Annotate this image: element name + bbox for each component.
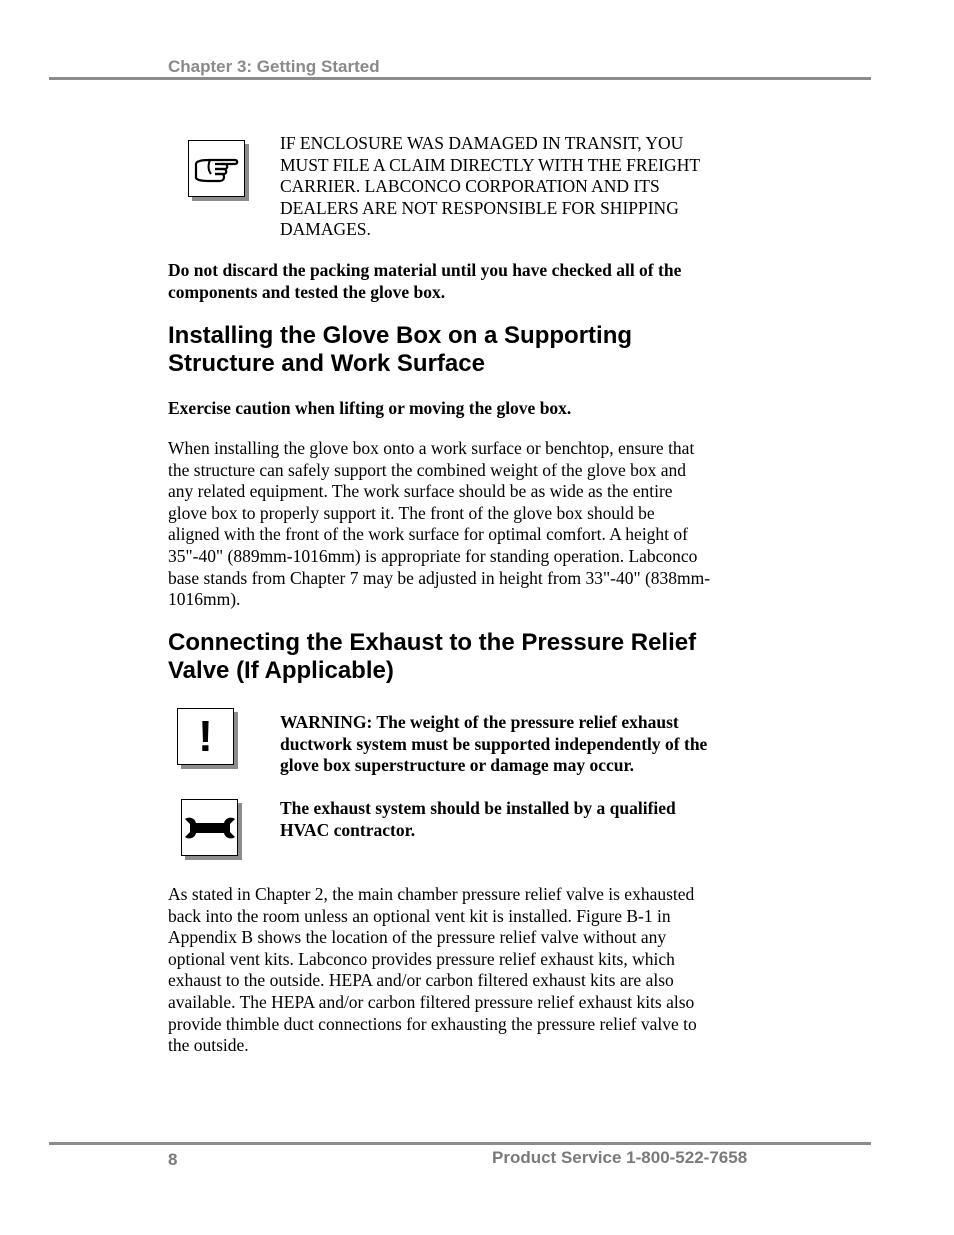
- header-rule: [49, 77, 871, 80]
- section-heading-exhaust: Connecting the Exhaust to the Pressure Relief Valve (If Applicable): [168, 629, 697, 684]
- pointing-hand-icon: [188, 140, 245, 197]
- ductwork-warning: WARNING: The weight of the pressure relief exhaust ductwork system must be supported independently of the glove box superstructure or damage may occur.: [280, 712, 708, 776]
- installing-body: When installing the glove box onto a work surface or benchtop, ensure that the structure can safely support the combined weight of the glove box and any related equipment. The work surface should be as wide as the entire glove box to properly support it. The front of the glove box should be aligned with the front of the work surface for optimal comfort. A height of 35"-40" (889mm-1016mm) is appropriate for standing operation. Labconco base stands from Chapter 7 may be adjusted in height from 33"-40" (838mm- 1016mm).: [168, 438, 711, 610]
- lifting-caution: Exercise caution when lifting or moving the glove box.: [168, 398, 572, 418]
- product-service-phone: Product Service 1-800-522-7658: [492, 1148, 748, 1167]
- footer-rule: [49, 1142, 871, 1145]
- section-heading-installing: Installing the Glove Box on a Supporting Structure and Work Surface: [168, 322, 633, 377]
- exclamation-icon: !: [177, 708, 234, 765]
- hvac-note: The exhaust system should be installed by a qualified HVAC contractor.: [280, 798, 676, 840]
- wrench-icon: [181, 799, 238, 856]
- transit-damage-notice: IF ENCLOSURE WAS DAMAGED IN TRANSIT, YOU MUST FILE A CLAIM DIRECTLY WITH THE FREIGHT CARRIER. LABCONCO CORPORATION AND ITS DEALERS ARE NOT RESPONSIBLE FOR SHIPPING DAMAGES.: [280, 133, 701, 240]
- packing-note: Do not discard the packing material until you have checked all of the components and tested the glove box.: [168, 260, 682, 302]
- chapter-header: Chapter 3: Getting Started: [168, 57, 380, 76]
- exhaust-body: As stated in Chapter 2, the main chamber pressure relief valve is exhausted back into the room unless an optional vent kit is installed. Figure B-1 in Appendix B shows the location of the pressure relief valve without any optional vent kits. Labconco provides pressure relief exhaust kits, which exhaust to the outside. HEPA and/or carbon filtered exhaust kits are also available. The HEPA and/or carbon filtered pressure relief exhaust kits also provide thimble duct connections for exhausting the pressure relief valve to the outside.: [168, 884, 697, 1056]
- page-number: 8: [168, 1150, 178, 1169]
